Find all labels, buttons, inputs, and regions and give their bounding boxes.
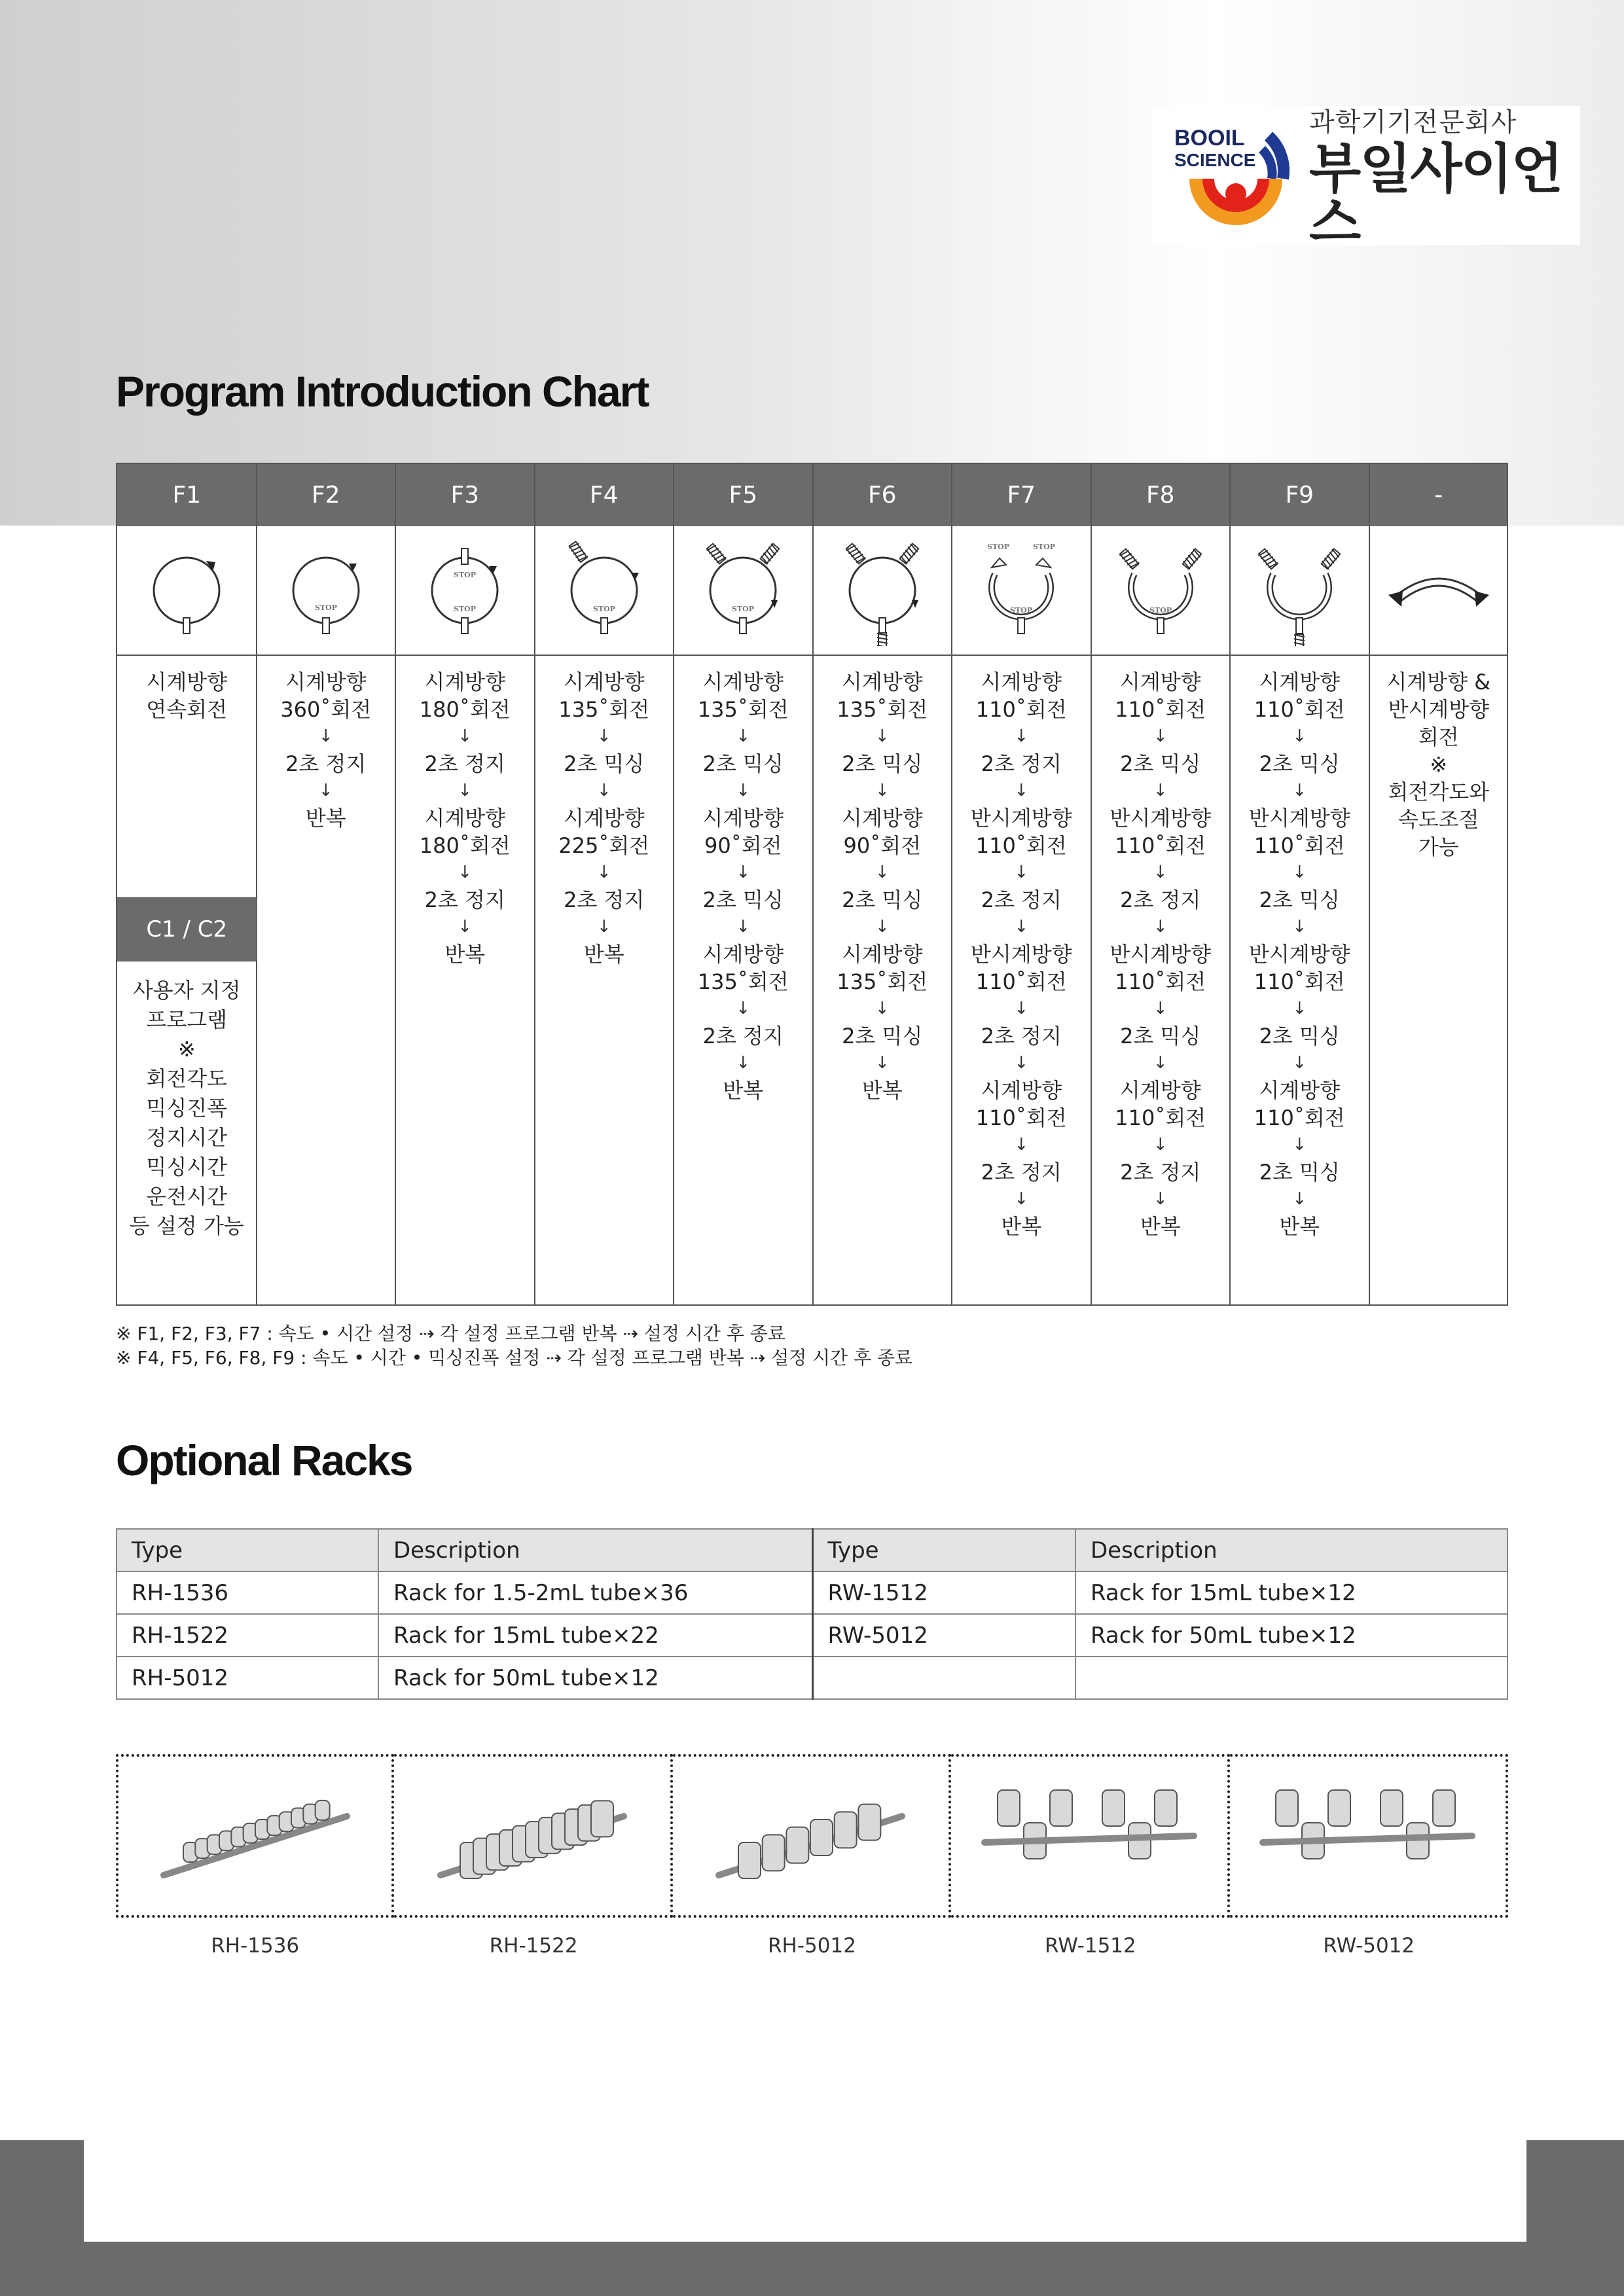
rack-type: RH-5012 — [117, 1657, 378, 1699]
step-text: 시계방향 — [981, 670, 1062, 694]
step-text: 2초 믹싱 — [564, 751, 645, 776]
step-text: 속도조절 — [1398, 807, 1479, 832]
rack-photo-caption: RW-1512 — [1044, 1934, 1136, 1958]
down-arrow-icon: ↓ — [875, 781, 890, 800]
step-text: 회전각도와 — [1388, 780, 1490, 804]
program-chart-table — [116, 463, 1508, 1306]
step-text: 2초 정지 — [981, 1160, 1062, 1185]
step-text: 반복 — [583, 942, 624, 967]
step-text: 135˚회전 — [837, 697, 928, 722]
step-text: 반시계방향 — [1110, 806, 1212, 831]
step-text: 시계방향 — [424, 806, 506, 831]
step-text: 시계방향 — [1119, 670, 1201, 694]
down-arrow-icon: ↓ — [1014, 863, 1029, 882]
custom-program-header: C1 / C2 — [117, 898, 257, 961]
step-text: 반시계방향 — [970, 942, 1072, 967]
down-arrow-icon: ↓ — [1153, 999, 1168, 1018]
step-text: 110˚회전 — [975, 833, 1067, 858]
down-arrow-icon: ↓ — [1292, 781, 1307, 800]
down-arrow-icon: ↓ — [1153, 781, 1168, 800]
circle-clockwise-icon — [117, 526, 257, 655]
header-type: Type — [812, 1529, 1075, 1571]
down-arrow-icon: ↓ — [1153, 863, 1168, 882]
column-header-f1: F1 — [172, 482, 202, 509]
column-steps — [813, 668, 952, 1104]
down-arrow-icon: ↓ — [736, 726, 751, 746]
step-text: 2초 믹싱 — [1259, 1024, 1340, 1049]
step-text: 110˚회전 — [1254, 833, 1345, 858]
step-text: 시계방향 & — [1386, 670, 1491, 694]
step-text: 90˚회전 — [704, 833, 782, 858]
circle-two-stops-icon — [395, 526, 535, 655]
step-text: 반복 — [861, 1078, 903, 1103]
step-text: 시계방향 — [1119, 1078, 1201, 1103]
circle-mixing-135-icon — [535, 526, 674, 655]
step-text: 2초 정지 — [564, 888, 645, 912]
column-header-dash: - — [1434, 482, 1443, 509]
step-text: 225˚회전 — [558, 833, 650, 858]
down-arrow-icon: ↓ — [318, 781, 333, 800]
down-arrow-icon: ↓ — [736, 917, 751, 937]
column-header-f7: F7 — [1007, 482, 1036, 509]
circle-mixing-three-icon — [813, 526, 952, 655]
down-arrow-icon: ↓ — [875, 999, 890, 1018]
custom-line: 믹싱진폭 — [146, 1096, 228, 1121]
rack-type: RW-1512 — [812, 1571, 1075, 1614]
racks-table-header — [117, 1529, 1507, 1571]
down-arrow-icon: ↓ — [1292, 726, 1307, 746]
rack-rw1512-image — [951, 1754, 1229, 1918]
down-arrow-icon: ↓ — [875, 917, 890, 937]
rack-rw5012-image — [1230, 1754, 1508, 1918]
program-chart-title: Program Introduction Chart — [116, 367, 649, 416]
rack-photo-caption: RH-5012 — [768, 1934, 856, 1958]
step-text: 2초 정지 — [702, 1024, 784, 1049]
down-arrow-icon: ↓ — [1292, 1053, 1307, 1073]
custom-line: 등 설정 가능 — [129, 1213, 244, 1238]
svg-text:BOOIL: BOOIL — [1174, 126, 1245, 151]
footer-panel — [84, 2140, 1526, 2242]
step-text: 2초 믹싱 — [1259, 1160, 1340, 1185]
svg-text:SCIENCE: SCIENCE — [1174, 150, 1256, 170]
down-arrow-icon: ↓ — [1014, 917, 1029, 937]
row-divider — [117, 655, 1507, 656]
arc-mixing-three-icon — [1230, 526, 1369, 655]
down-arrow-icon: ↓ — [875, 1053, 890, 1073]
rack-description: Rack for 15mL tube×12 — [1075, 1571, 1507, 1614]
step-text: 180˚회전 — [419, 697, 511, 722]
step-text: 반복 — [305, 806, 346, 831]
step-text: 반복 — [1140, 1214, 1181, 1239]
logo-name: 부일사이언스 — [1309, 137, 1562, 254]
down-arrow-icon: ↓ — [458, 917, 473, 937]
down-arrow-icon: ↓ — [1014, 1135, 1029, 1155]
header-background — [0, 0, 1624, 526]
step-text: 110˚회전 — [1115, 1105, 1206, 1130]
column-steps — [1091, 668, 1231, 1240]
step-text: 2초 정지 — [424, 751, 505, 776]
svg-text:STOP: STOP — [592, 605, 615, 613]
rack-type: RH-1536 — [117, 1571, 378, 1614]
step-text: 110˚회전 — [1115, 833, 1206, 858]
step-text: 반시계방향 — [970, 806, 1072, 831]
header-description: Description — [1075, 1529, 1507, 1571]
step-text: 시계방향 — [841, 942, 923, 967]
down-arrow-icon: ↓ — [1292, 1189, 1307, 1209]
down-arrow-icon: ↓ — [1014, 1189, 1029, 1209]
column-steps — [395, 668, 535, 968]
step-text: 2초 믹싱 — [702, 751, 784, 776]
step-text: 연속회전 — [146, 697, 228, 722]
column-steps — [952, 668, 1091, 1240]
svg-text:STOP: STOP — [987, 543, 1010, 551]
svg-text:STOP: STOP — [732, 605, 755, 613]
logo-subtitle: 과학기기전문회사 — [1309, 107, 1517, 137]
step-text: 360˚회전 — [280, 697, 372, 722]
step-text: 시계방향 — [1259, 1078, 1341, 1103]
down-arrow-icon: ↓ — [318, 726, 333, 746]
step-text: 110˚회전 — [1254, 1105, 1345, 1130]
step-text: 시계방향 — [563, 806, 645, 831]
down-arrow-icon: ↓ — [1292, 917, 1307, 937]
rack-rh1536-image — [116, 1754, 394, 1918]
rack-rh1522-image — [394, 1754, 672, 1918]
down-arrow-icon: ↓ — [1292, 1135, 1307, 1155]
step-text: 2초 믹싱 — [842, 888, 923, 912]
step-text: 110˚회전 — [1254, 697, 1345, 722]
rack-description — [1075, 1657, 1507, 1699]
rack-type: RH-1522 — [117, 1614, 378, 1657]
racks-table — [116, 1528, 1508, 1700]
step-text: 시계방향 — [841, 806, 923, 831]
custom-line: 믹싱시간 — [146, 1155, 228, 1179]
table-row — [117, 1614, 1507, 1657]
step-text: 회전 — [1418, 725, 1459, 749]
custom-line: 사용자 지정 — [132, 978, 241, 1003]
rack-photo-caption: RW-5012 — [1323, 1934, 1415, 1958]
down-arrow-icon: ↓ — [1014, 1053, 1029, 1073]
down-arrow-icon: ↓ — [736, 1053, 751, 1073]
step-text: 2초 정지 — [1120, 888, 1201, 912]
down-arrow-icon: ↓ — [736, 999, 751, 1018]
step-text: 반복 — [444, 942, 486, 967]
down-arrow-icon: ↓ — [875, 726, 890, 746]
down-arrow-icon: ↓ — [596, 781, 611, 800]
custom-line: 정지시간 — [146, 1125, 228, 1150]
down-arrow-icon: ↓ — [875, 863, 890, 882]
column-steps — [1369, 668, 1509, 861]
step-text: 시계방향 — [563, 670, 645, 694]
step-text: 2초 정지 — [1120, 1160, 1201, 1185]
step-text: 180˚회전 — [419, 833, 511, 858]
step-text: 시계방향 — [702, 806, 784, 831]
column-steps — [1230, 668, 1369, 1240]
column-steps — [117, 668, 257, 723]
step-text: 110˚회전 — [975, 1105, 1067, 1130]
step-text: 시계방향 — [424, 670, 506, 694]
down-arrow-icon: ↓ — [458, 863, 473, 882]
arc-mixing-stop-icon — [1091, 526, 1231, 655]
chart-note-2: ※ F4, F5, F6, F8, F9 : 속도 • 시간 • 믹싱진폭 설정 ⇢ 각 설정 프로그램 반복 ⇢ 설정 시간 후 종료 — [116, 1347, 913, 1369]
step-text: 2초 정지 — [981, 751, 1062, 776]
optional-racks-title: Optional Racks — [116, 1436, 412, 1484]
custom-line: 프로그램 — [146, 1007, 228, 1032]
table-row — [117, 1571, 1507, 1614]
column-header-f4: F4 — [589, 482, 619, 509]
step-text: ※ — [1430, 752, 1448, 777]
circle-mixing-two-icon — [674, 526, 813, 655]
custom-program-description — [117, 976, 257, 1241]
step-text: 2초 믹싱 — [1120, 751, 1201, 776]
column-steps — [535, 668, 674, 968]
column-header-f8: F8 — [1146, 482, 1175, 509]
step-text: 2초 믹싱 — [1259, 751, 1340, 776]
down-arrow-icon: ↓ — [458, 781, 473, 800]
step-text: 시계방향 — [702, 670, 784, 694]
rack-photo-caption: RH-1522 — [489, 1934, 578, 1958]
step-text: 135˚회전 — [558, 697, 650, 722]
custom-line: 회전각도 — [146, 1066, 228, 1091]
column-header-f9: F9 — [1285, 482, 1314, 509]
svg-text:STOP: STOP — [454, 571, 477, 579]
step-text: 시계방향 — [981, 1078, 1062, 1103]
step-text: 2초 믹싱 — [1259, 888, 1340, 912]
column-steps — [257, 668, 396, 832]
table-row — [117, 1657, 1507, 1699]
rack-description: Rack for 50mL tube×12 — [1075, 1614, 1507, 1657]
step-text: 가능 — [1418, 834, 1459, 859]
custom-line: 운전시간 — [146, 1184, 228, 1209]
down-arrow-icon: ↓ — [1292, 999, 1307, 1018]
header-description: Description — [378, 1529, 812, 1571]
step-text: 시계방향 — [702, 942, 784, 967]
step-text: 반복 — [1279, 1214, 1320, 1239]
down-arrow-icon: ↓ — [1153, 917, 1168, 937]
step-text: 135˚회전 — [697, 969, 789, 994]
svg-text:STOP: STOP — [314, 603, 337, 612]
rack-description: Rack for 1.5-2mL tube×36 — [378, 1571, 812, 1614]
rack-photo-strip — [116, 1754, 1508, 1918]
step-text: 110˚회전 — [1254, 969, 1345, 994]
circle-stop-icon — [257, 526, 396, 655]
step-text: 2초 믹싱 — [1120, 1024, 1201, 1049]
step-text: 135˚회전 — [697, 697, 789, 722]
rack-description: Rack for 50mL tube×12 — [378, 1657, 812, 1699]
svg-text:STOP: STOP — [1010, 606, 1033, 615]
column-header-f5: F5 — [729, 482, 758, 509]
down-arrow-icon: ↓ — [596, 917, 611, 937]
down-arrow-icon: ↓ — [1014, 726, 1029, 746]
step-text: 110˚회전 — [975, 969, 1067, 994]
step-text: 2초 정지 — [981, 1024, 1062, 1049]
column-header-f2: F2 — [311, 482, 340, 509]
double-arrow-arc-icon — [1369, 526, 1509, 655]
step-text: 135˚회전 — [837, 969, 928, 994]
rack-type: RW-5012 — [812, 1614, 1075, 1657]
step-text: 시계방향 — [1259, 670, 1341, 694]
rack-rh5012-image — [673, 1754, 951, 1918]
svg-text:STOP: STOP — [1149, 606, 1172, 615]
svg-text:STOP: STOP — [1033, 543, 1056, 551]
logo-mark-icon — [1170, 117, 1301, 234]
step-text: 시계방향 — [146, 670, 228, 694]
step-text: 110˚회전 — [975, 697, 1067, 722]
step-text: 2초 믹싱 — [842, 751, 923, 776]
step-text: 시계방향 — [841, 670, 923, 694]
rack-photo-caption: RH-1536 — [211, 1934, 300, 1958]
down-arrow-icon: ↓ — [736, 863, 751, 882]
column-header-f6: F6 — [867, 482, 897, 509]
svg-text:STOP: STOP — [454, 605, 477, 613]
step-text: 2초 정지 — [285, 751, 367, 776]
down-arrow-icon: ↓ — [1014, 999, 1029, 1018]
header-type: Type — [117, 1529, 378, 1571]
rack-type — [812, 1657, 1075, 1699]
step-text: 반시계방향 — [1110, 942, 1212, 967]
column-header-f3: F3 — [450, 482, 480, 509]
down-arrow-icon: ↓ — [1153, 1053, 1168, 1073]
step-text: 반시계방향 — [1248, 806, 1350, 831]
chart-note-1: ※ F1, F2, F3, F7 : 속도 • 시간 설정 ⇢ 각 설정 프로그램 반복 ⇢ 설정 시간 후 종료 — [116, 1323, 785, 1344]
step-text: 110˚회전 — [1115, 969, 1206, 994]
down-arrow-icon: ↓ — [1153, 1189, 1168, 1209]
column-steps — [674, 668, 813, 1104]
step-text: 시계방향 — [285, 670, 367, 694]
arc-three-stops-icon — [952, 526, 1091, 655]
down-arrow-icon: ↓ — [1014, 781, 1029, 800]
down-arrow-icon: ↓ — [596, 863, 611, 882]
down-arrow-icon: ↓ — [1292, 863, 1307, 882]
step-text: 110˚회전 — [1115, 697, 1206, 722]
company-logo — [1152, 106, 1580, 254]
down-arrow-icon: ↓ — [596, 726, 611, 746]
down-arrow-icon: ↓ — [458, 726, 473, 746]
down-arrow-icon: ↓ — [1153, 1135, 1168, 1155]
step-text: 반시계방향 — [1388, 697, 1490, 722]
step-text: 반복 — [723, 1078, 764, 1103]
step-text: 90˚회전 — [843, 833, 922, 858]
step-text: 2초 정지 — [424, 888, 505, 912]
step-text: 반복 — [1001, 1214, 1042, 1239]
rack-description: Rack for 15mL tube×22 — [378, 1614, 812, 1657]
step-text: 2초 정지 — [981, 888, 1062, 912]
step-text: 2초 믹싱 — [702, 888, 784, 912]
down-arrow-icon: ↓ — [1153, 726, 1168, 746]
custom-line: ※ — [177, 1037, 196, 1062]
step-text: 2초 믹싱 — [842, 1024, 923, 1049]
down-arrow-icon: ↓ — [736, 781, 751, 800]
step-text: 반시계방향 — [1248, 942, 1350, 967]
rack-photo-captions — [116, 1934, 1508, 1958]
